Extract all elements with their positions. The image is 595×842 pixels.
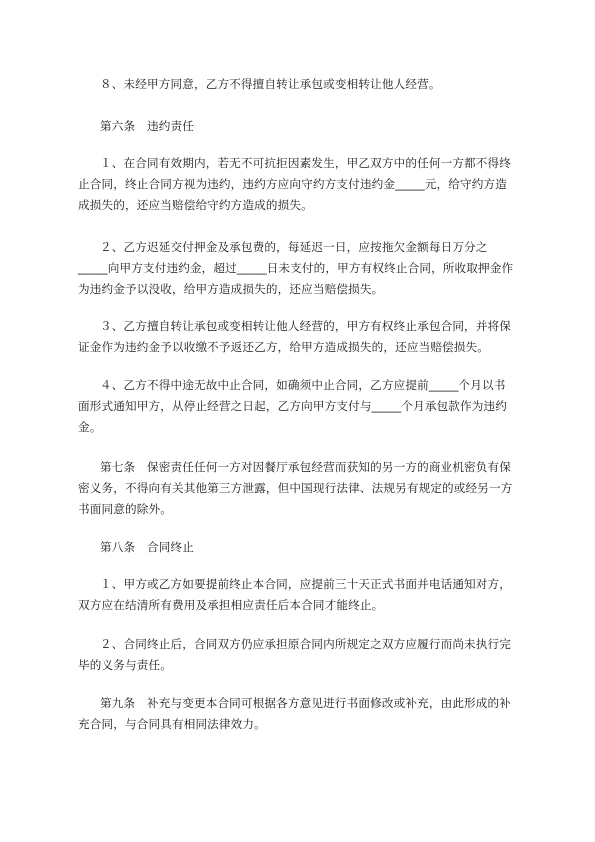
text-line: _____向甲方支付违约金，超过_____日未支付的，甲方有权终止合同，所收取押金作 — [78, 261, 514, 275]
clause-5-item-8 — [78, 74, 523, 95]
text-line: ３、乙方擅自转让承包或变相转让他人经营的，甲方有权终止承包合同，并将保 — [100, 319, 512, 333]
article-8-item-1 — [78, 574, 523, 616]
article-7-confidentiality — [78, 457, 523, 520]
text-line: 密义务，不得向有关其他第三方泄露，但中国现行法律、法规另有规定的或经另一方 — [78, 481, 513, 495]
article-6-heading: 第六条 违约责任 — [100, 119, 194, 133]
text-line: 毕的义务与责任。 — [78, 658, 172, 672]
text-line: 为违约金予以没收，给甲方造成损失的，还应当赔偿损失。 — [78, 282, 384, 296]
article-6-item-3 — [78, 316, 523, 358]
text-line: ４、乙方不得中途无故中止合同，如确须中止合同，乙方应提前_____个月以书 — [100, 378, 506, 392]
text-line: 面形式通知甲方，从停止经营之日起，乙方向甲方支付与_____个月承包款作为违约 — [78, 399, 508, 413]
text-line: １、在合同有效期内，若无不可抗拒因素发生，甲乙双方中的任何一方都不得终 — [100, 156, 512, 170]
text-line: ２、乙方迟延交付押金及承包费的，每延迟一日，应按拖欠金额每日万分之 — [100, 240, 488, 254]
article-8-item-2 — [78, 634, 523, 676]
article-9-supplement — [78, 693, 523, 735]
article-6-item-4 — [78, 375, 523, 438]
text-line: 充合同，与合同具有相同法律效力。 — [78, 717, 266, 731]
text-line: 成损失的，还应当赔偿给守约方造成的损失。 — [78, 198, 313, 212]
text-line: １、甲方或乙方如要提前终止本合同，应提前三十天正式书面并电话通知对方， — [100, 577, 512, 591]
text-line: ２、合同终止后，合同双方仍应承担原合同内所规定之双方应履行而尚未执行完 — [100, 637, 512, 651]
text-line: 金。 — [78, 420, 102, 434]
article-8-heading: 第八条 合同终止 — [100, 540, 194, 554]
text-line: 证金作为违约金予以收缴不予返还乙方，给甲方造成损失的，还应当赔偿损失。 — [78, 340, 490, 354]
text-line: ８、未经甲方同意，乙方不得擅自转让承包或变相转让他人经营。 — [100, 77, 441, 91]
text-line: 止合同，终止合同方视为违约，违约方应向守约方支付违约金_____元，给守约方造 — [78, 177, 508, 191]
article-6-item-1 — [78, 153, 523, 216]
text-line: 第七条 保密责任任何一方对因餐厅承包经营而获知的另一方的商业机密负有保 — [100, 460, 512, 474]
text-line: 第九条 补充与变更本合同可根据各方意见进行书面修改或补充，由此形成的补 — [100, 696, 512, 710]
text-line: 双方应在结清所有费用及承担相应责任后本合同才能终止。 — [78, 598, 384, 612]
article-6-item-2 — [78, 237, 523, 300]
text-line: 书面同意的除外。 — [78, 502, 172, 516]
